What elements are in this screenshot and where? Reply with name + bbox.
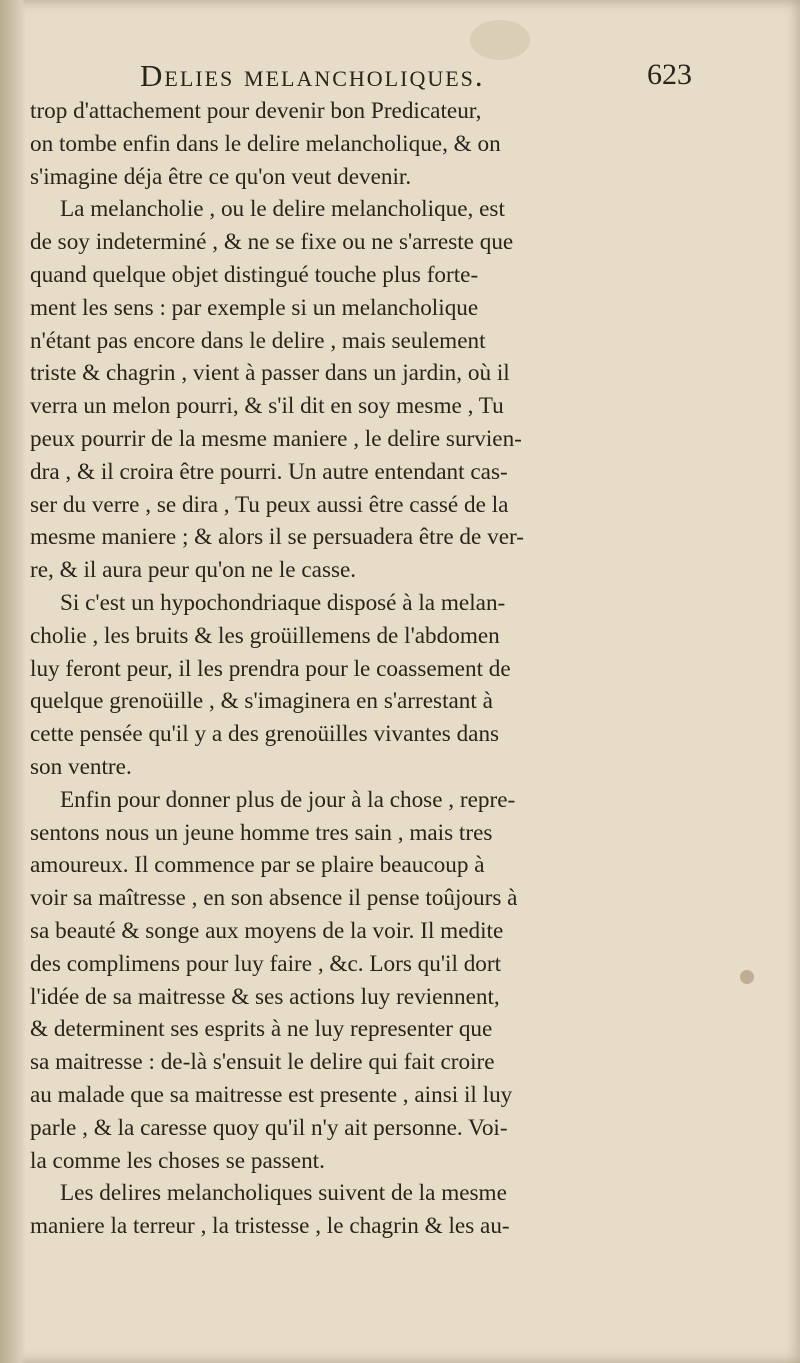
body-text <box>30 95 658 1243</box>
text-line: on tombe enfin dans le delire melancholique, & on <box>30 130 501 157</box>
text-line: n'étant pas encore dans le delire , mais seulement <box>30 327 486 354</box>
paragraph <box>30 95 658 193</box>
text-line: de soy indeterminé , & ne se fixe ou ne s'arreste que <box>30 229 514 256</box>
text-line: cette pensée qu'il y a des grenoüilles vivantes dans <box>30 721 500 748</box>
text-line: Les delires melancholiques suivent de la mesme <box>60 1180 507 1207</box>
text-line: sa maitresse : de-là s'ensuit le delire qui fait croire <box>30 1049 495 1076</box>
text-line: sentons nous un jeune homme tres sain , mais tres <box>30 819 493 846</box>
page-header <box>140 58 700 98</box>
text-line: peux pourrir de la mesme maniere , le delire survien- <box>30 425 522 452</box>
text-line: La melancholie , ou le delire melancholique, est <box>60 196 505 223</box>
text-line: maniere la terreur , la tristesse , le chagrin & les au- <box>30 1213 510 1240</box>
text-line: sa beauté & songe aux moyens de la voir. Il medite <box>30 917 504 944</box>
text-line: la comme les choses se passent. <box>30 1147 325 1174</box>
text-line: trop d'attachement pour devenir bon Predicateur, <box>30 98 482 124</box>
text-line: quand quelque objet distingué touche plus forte- <box>30 261 479 288</box>
paragraph <box>30 1177 658 1243</box>
text-line: Enfin pour donner plus de jour à la chose , repre- <box>60 786 516 813</box>
text-line: au malade que sa maitresse est presente , ainsi il luy <box>30 1081 513 1108</box>
running-title: Delies melancholiques. <box>140 58 485 93</box>
text-line: & determinent ses esprits à ne luy representer que <box>30 1016 493 1043</box>
text-line: mesme maniere ; & alors il se persuadera être de ver- <box>30 524 524 551</box>
text-line: s'imagine déja être ce qu'on veut devenir. <box>30 163 412 190</box>
text-line: l'idée de sa maitresse & ses actions luy reviennent, <box>30 983 500 1010</box>
text-line: luy feront peur, il les prendra pour le coassement de <box>30 655 511 682</box>
text-line: ment les sens : par exemple si un melancholique <box>30 294 479 321</box>
text-line: parle , & la caresse quoy qu'il n'y ait personne. Voi- <box>30 1114 508 1141</box>
text-line: verra un melon pourri, & s'il dit en soy mesme , Tu <box>30 393 504 420</box>
paragraph <box>30 784 658 1178</box>
paragraph <box>30 193 658 587</box>
text-line: cholie , les bruits & les groüillemens de l'abdomen <box>30 622 500 649</box>
page-binding-shadow <box>0 0 26 1363</box>
paper-stain <box>470 20 530 60</box>
text-line: dra , & il croira être pourri. Un autre entendant cas- <box>30 458 508 485</box>
text-line: ser du verre , se dira , Tu peux aussi être cassé de la <box>30 491 509 518</box>
text-line: Si c'est un hypochondriaque disposé à la melan- <box>60 589 506 616</box>
text-line: triste & chagrin , vient à passer dans un jardin, où il <box>30 360 510 387</box>
text-line: re, & il aura peur qu'on ne le casse. <box>30 557 357 584</box>
text-line: des complimens pour luy faire , &c. Lors qu'il dort <box>30 950 502 977</box>
page-number: 623 <box>647 58 692 91</box>
text-line: son ventre. <box>30 753 132 780</box>
text-line: voir sa maîtresse , en son absence il pense toûjours à <box>30 885 518 912</box>
paper-stain <box>740 970 754 984</box>
paragraph <box>30 587 658 784</box>
text-line: quelque grenoüille , & s'imaginera en s'arrestant à <box>30 688 493 715</box>
text-line: amoureux. Il commence par se plaire beaucoup à <box>30 852 485 879</box>
